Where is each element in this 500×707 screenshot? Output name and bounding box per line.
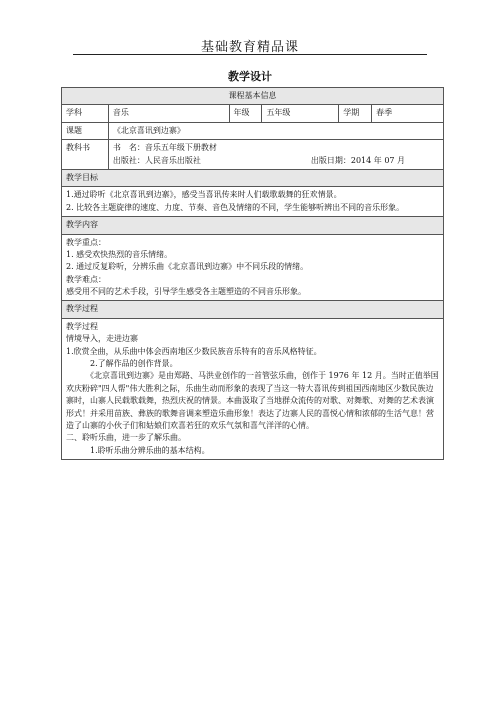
process-line: 教学过程 [66,321,98,331]
goals-body [62,187,444,217]
textbook-label: 教科书 [62,140,109,170]
difficulty-heading: 教学难点： [66,274,106,284]
key-points-heading: 教学重点： [66,237,106,247]
process-title: 教学过程 [62,301,444,318]
basic-info-header-row [62,88,444,105]
goals-header-row [62,169,444,186]
content-line: 感受用不同的艺术手段，引导学生感受各主题塑造的不同音乐形象。 [66,287,306,297]
process-line: 1.欣赏全曲，从乐曲中体会西南地区少数民族音乐特有的音乐风格特征。 [66,346,322,356]
grade-label: 年级 [229,105,262,122]
publisher: 出版社：人民音乐出版社 [112,155,201,165]
term-value: 春季 [372,105,444,122]
basic-info-title: 课程基本信息 [62,88,444,105]
header-divider [73,54,427,55]
process-body [62,318,444,459]
subject-label: 学科 [62,105,109,122]
content-title: 教学内容 [62,217,444,234]
topic-value: 《北京喜讯到边寨》 [108,122,443,139]
goals-title: 教学目标 [62,169,444,186]
content-header-row [62,217,444,234]
publisher-line [113,155,439,167]
content-line: 2. 通过反复聆听，分辨乐曲《北京喜讯到边寨》中不同乐段的情绪。 [66,262,309,272]
process-line: 2.了解作品的创作背景。 [90,359,178,369]
goal-item: 2. 比较各主题旋律的速度、力度、节奏、音色及情绪的不同，学生能够听辨出不同的音乐形象。 [66,202,405,212]
process-row [62,318,444,459]
section-two-item: 1.聆听乐曲分辨乐曲的基本结构。 [90,445,210,455]
term-label: 学期 [339,105,372,122]
process-line: 情境导入，走进边寨 [66,334,138,344]
publish-date: 出版日期：2014 年 07 月 [310,155,406,165]
textbook-row [62,140,444,170]
grade-value: 五年级 [262,105,339,122]
textbook-value [108,140,443,170]
subject-row [62,105,444,122]
document-title: 教学设计 [228,70,272,83]
background-paragraph: 《北京喜讯到边寨》是由郑路、马洪业创作的一首管弦乐曲，创作于 1976 年 12 月。当时正值举国欢庆粉碎"四人帮"伟大胜利之际，乐曲生动而形象的表现了当这一特大喜讯传到祖国西南地区少数民族边寨时，山寨人民载歌载舞，热烈庆祝的情景。本曲汲取了当地群众流传的对歌、对舞歌、对舞的艺术表演形式！并采用苗族、彝族的歌舞音调来塑造乐曲形象！表达了边寨人民的喜悦心情和浓郁的生活气息！营造了山寨的小伙子们和姑娘们欢喜若狂的欢乐气氛和喜气洋洋的心情。 [66,371,439,430]
topic-label: 课题 [62,122,109,139]
content-row [62,234,444,301]
section-two-heading: 二、聆听乐曲，进一步了解乐曲。 [66,433,186,443]
lesson-plan-table [61,87,444,460]
book-name: 书 名：音乐五年级下册教材 [112,143,217,153]
subject-value: 音乐 [108,105,229,122]
goals-row [62,187,444,217]
process-header-row [62,301,444,318]
goal-item: 1.通过聆听《北京喜讯到边寨》，感受当喜讯传来时人们载歌载舞的狂欢情景。 [66,190,342,200]
content-body [62,234,444,301]
page-header: 基础教育精品课 [200,40,299,55]
topic-row [62,122,444,139]
content-line: 1. 感受欢快热烈的音乐情绪。 [66,249,173,259]
